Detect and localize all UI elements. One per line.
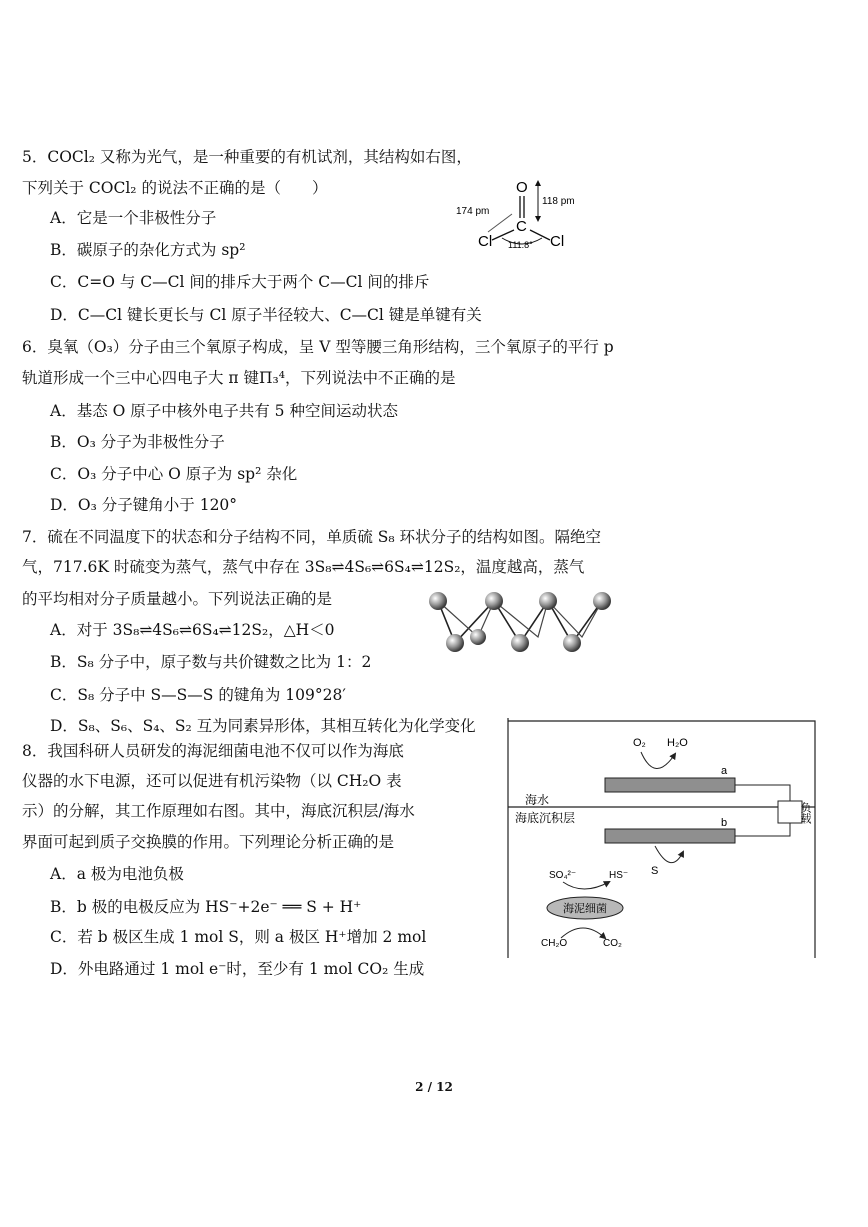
page-number: 2 / 12 <box>415 1080 453 1094</box>
q7-option-d: D．S₈、S₆、S₄、S₂ 互为同素异形体，其相互转化为化学变化 <box>50 717 476 735</box>
q7-option-b: B．S₈ 分子中，原子数与共价键数之比为 1：2 <box>50 653 372 671</box>
wire-to-b <box>735 823 790 836</box>
o2-to-h2o-arrow <box>641 752 675 769</box>
q7-option-a: A．对于 3S₈⇌4S₆⇌6S₄⇌12S₂，△H＜0 <box>50 621 335 639</box>
h2o-label: H₂O <box>667 737 688 749</box>
electrode-a-label: a <box>721 765 728 777</box>
sediment-label: 海底沉积层 <box>515 811 576 825</box>
ccl-length-label: 174 pm <box>456 206 490 217</box>
q8-option-d: D．外电路通过 1 mol e⁻时，至少有 1 mol CO₂ 生成 <box>50 960 425 978</box>
co2-label: CO₂ <box>603 938 622 949</box>
bond-length-arrow-ccl <box>488 214 512 232</box>
s8-bond-path-back <box>438 601 602 637</box>
sulfur-atom-3 <box>539 592 557 610</box>
o2-label: O₂ <box>633 737 646 749</box>
sulfur-atom-1 <box>429 592 447 610</box>
oxygen-atom-label: O <box>516 179 528 196</box>
q5-option-d: D．C—Cl 键长更长与 Cl 原子半径较大、C—Cl 键是单键有关 <box>50 306 482 324</box>
chlorine-left-label: Cl <box>478 233 493 250</box>
ch2o-to-co2-arrow <box>561 928 605 938</box>
electrode-a <box>605 778 735 792</box>
arrowhead-up <box>535 180 541 186</box>
s-label: S <box>651 865 659 877</box>
q5-stem-line-1: 5．COCl₂ 又称为光气，是一种重要的有机试剂，其结构如右图， <box>22 148 472 166</box>
sulfate-label: SO₄²⁻ <box>549 870 577 881</box>
q8-option-b: B．b 极的电极反应为 HS⁻+2e⁻ ══ S + H⁺ <box>50 898 362 916</box>
q7-stem-line-2: 气，717.6K 时硫变为蒸气，蒸气中存在 3S₈⇌4S₆⇌6S₄⇌12S₂，温度越高，蒸气 <box>22 558 585 576</box>
chlorine-right-label: Cl <box>550 233 565 250</box>
q5-option-a: A．它是一个非极性分子 <box>50 209 217 227</box>
q7-stem-line-3: 的平均相对分子质量越小。下列说法正确的是 <box>22 590 333 608</box>
q6-stem-line-1: 6．臭氧（O₃）分子由三个氧原子构成，呈 V 型等腰三角形结构，三个氧原子的平行 p <box>22 338 614 356</box>
q8-option-a: A．a 极为电池负极 <box>50 865 184 883</box>
cocl2-structure-figure <box>450 172 600 252</box>
q8-stem-line-1: 8．我国科研人员研发的海泥细菌电池不仅可以作为海底 <box>22 742 404 760</box>
electrode-b-label: b <box>721 817 728 829</box>
q6-option-a: A．基态 O 原子中核外电子共有 5 种空间运动状态 <box>50 402 398 420</box>
q7-stem-line-1: 7．硫在不同温度下的状态和分子结构不同，单质硫 S₈ 环状分子的结构如图。隔绝空 <box>22 528 602 546</box>
bond-angle-label: 111.8° <box>508 240 533 250</box>
q6-stem-line-2: 轨道形成一个三中心四电子大 π 键Π₃⁴，下列说法中不正确的是 <box>22 369 456 387</box>
q5-option-c: C．C=O 与 C—Cl 间的排斥大于两个 C—Cl 间的排斥 <box>50 273 430 291</box>
q8-stem-line-4: 界面可起到质子交换膜的作用。下列理论分析正确的是 <box>22 833 395 851</box>
q8-stem-line-2: 仪器的水下电源，还可以促进有机污染物（以 CH₂O 表 <box>22 772 402 790</box>
sulfur-atom-4 <box>593 592 611 610</box>
q5-option-b: B．碳原子的杂化方式为 sp² <box>50 241 246 259</box>
q8-stem-line-3: 示）的分解，其工作原理如右图。其中，海底沉积层/海水 <box>22 802 415 820</box>
q6-option-d: D．O₃ 分子键角小于 120° <box>50 496 238 514</box>
q6-option-b: B．O₃ 分子为非极性分子 <box>50 433 225 451</box>
bacteria-label: 海泥细菌 <box>563 903 607 915</box>
arrowhead-down <box>535 216 541 222</box>
q7-option-c: C．S₈ 分子中 S—S—S 的键角为 109°28′ <box>50 686 346 704</box>
sulfur-atom-6 <box>511 634 529 652</box>
sulfur-atom-7 <box>563 634 581 652</box>
carbon-atom-label: C <box>516 218 527 235</box>
electrode-b <box>605 829 735 843</box>
s8-ring-structure-figure <box>420 585 615 660</box>
q6-option-c: C．O₃ 分子中心 O 原子为 sp² 杂化 <box>50 465 298 483</box>
hs-label: HS⁻ <box>609 870 629 881</box>
load-label: 负载 <box>799 802 811 824</box>
hs-to-s-arrow <box>655 846 683 863</box>
co-length-label: 118 pm <box>542 196 575 207</box>
c-cl-bond-right <box>530 230 550 240</box>
seawater-label: 海水 <box>525 793 550 807</box>
sulfate-to-hs-arrow <box>563 882 609 889</box>
sulfur-atom-8 <box>470 629 486 645</box>
ch2o-label: CH₂O <box>541 938 568 949</box>
sulfur-atom-2 <box>485 592 503 610</box>
q8-option-c: C．若 b 极区生成 1 mol S，则 a 极区 H⁺增加 2 mol <box>50 928 427 946</box>
wire-to-a <box>735 785 790 801</box>
sulfur-atom-5 <box>446 634 464 652</box>
battery-diagram-figure <box>505 718 825 960</box>
q5-stem-line-2: 下列关于 COCl₂ 的说法不正确的是（ ） <box>22 179 328 197</box>
